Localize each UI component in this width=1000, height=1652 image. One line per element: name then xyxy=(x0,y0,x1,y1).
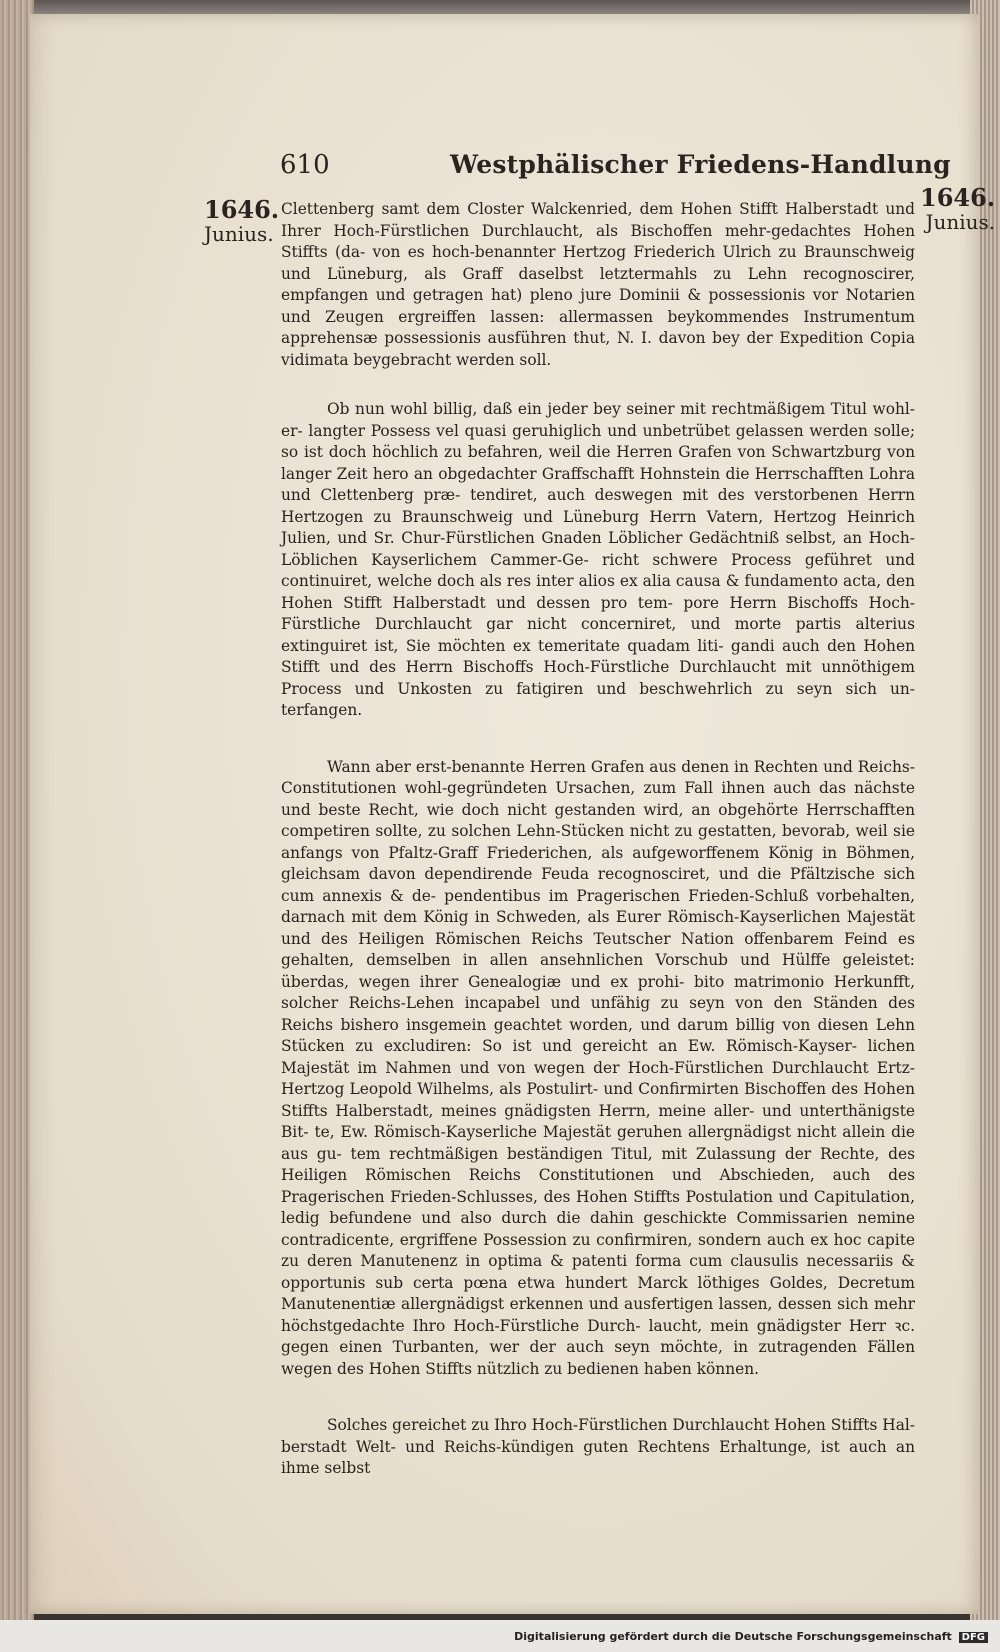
paragraph-2: Ob nun wohl billig, daß ein jeder bey seiner mit rechtmäßigem Titul wohl-er- langter Possess vel quasi geruhiglich und unbetrübet gelassen werden solle; so ist doch höchlich zu befahren, weil die Herren Grafen von Schwartzburg von langer Zeit hero an obgedachter Graffschafft Hohnstein die Herrschafften Lohra und Clettenberg præ- tendiret, auch deswegen mit des verstorbenen Herrn Hertzogen zu Braunschweig und Lüneburg Herrn Vatern, Hertzog Heinrich Julien, und Sr. Chur-Fürstlichen Gnaden Löblicher Gedächtniß selbst, an Hoch-Löblichen Kayserlichem Cammer-Ge- richt schwere Process geführet und continuiret, welche doch als res inter alios ex alia causa & fundamento acta, den Hohen Stifft Halberstadt und dessen pro tem- pore Herrn Bischoffs Hoch-Fürstliche Durchlaucht gar nicht concerniret, und morte partis alterius extinguiret ist, Sie möchten ex temeritate quadam liti- gandi auch den Hohen Stifft und des Herrn Bischoffs Hoch-Fürstliche Durchlaucht mit unnöthigem Process und Unkosten zu fatigiren und beschwehrlich zu seyn sich un- terfangen. xyxy=(281,400,915,719)
digitization-credit xyxy=(514,1630,988,1643)
book-left-page-edges xyxy=(0,0,34,1652)
credit-text: Digitalisierung gefördert durch die Deutsche Forschungsgemeinschaft xyxy=(514,1630,952,1643)
left-margin-year: 1646. xyxy=(204,195,280,224)
right-margin-note xyxy=(920,183,996,234)
right-margin-year: 1646. xyxy=(920,183,996,212)
right-margin-month: Junius. xyxy=(925,210,996,234)
body-text xyxy=(281,199,915,1480)
left-margin-month: Junius. xyxy=(204,222,274,246)
left-margin-note xyxy=(204,195,280,246)
page-number: 610 xyxy=(280,150,330,180)
paragraph-1: Clettenberg samt dem Closter Walckenried, dem Hohen Stifft Halberstadt und Ihrer Hoch-Fürstlichen Durchlaucht, als Bischoffen mehr-gedachtes Hohen Stiffts (da- von es hoch-benannter Hertzog Friederich Ulrich zu Braunschweig und Lüneburg, als Graff daselbst letztermahls zu Lehn recognoscirer, empfangen und getragen hat) pleno jure Dominii & possessionis vor Notarien und Zeugen ergreiffen lassen: allermassen beykommendes Instrumentum apprehensæ possessionis ausführen thut, N. I. davon bey der Expedition Copia vidimata beygebracht werden soll. xyxy=(281,200,915,369)
paragraph-3: Wann aber erst-benannte Herren Grafen aus denen in Rechten und Reichs- Constitutionen wohl-gegründeten Ursachen, zum Fall ihnen auch das nächste und beste Recht, wie doch nicht gestanden wird, an obgehörte Herrschafften competiren sollte, zu solchen Lehn-Stücken nicht zu gestatten, bevorab, weil sie anfangs von Pfaltz-Graff Friederichen, als aufgeworffenem König in Böhmen, gleichsam davon dependirende Feuda recognosciret, und die Pfältzische sich cum annexis & de- pendentibus im Pragerischen Frieden-Schluß vorbehalten, darnach mit dem König in Schweden, als Eurer Römisch-Kayserlichen Majestät und des Heiligen Römischen Reichs Teutscher Nation offenbarem Feind es gehalten, demselben in allen ansehnlichen Vorschub und Hülffe geleistet: überdas, wegen ihrer Genealogiæ und ex prohi- bito matrimonio Herkunfft, solcher Reichs-Lehen incapabel und unfähig zu seyn von den Ständen des Reichs bishero insgemein geachtet worden, und darum billig von diesen Lehn Stücken zu excludiren: So ist und gereicht an Ew. Römisch-Kayser- lichen Majestät im Nahmen und von wegen der Hoch-Fürstlichen Durchlaucht Ertz- Hertzog Leopold Wilhelms, als Postulirt- und Confirmirten Bischoffen des Hohen Stiffts Halberstadt, meines gnädigsten Herrn, meine aller- und unterthänigste Bit- te, Ew. Römisch-Kayserliche Majestät geruhen allergnädigst nicht allein die aus gu- tem rechtmäßigen beständigen Titul, mit Zulassung der Rechte, des Heiligen Römischen Reichs Constitutionen und Abschieden, auch des Pragerischen Frieden-Schlusses, des Hohen Stiffts Postulation und Capitulation, ledig befundene und also durch die dahin geschickte Commissarien nemine contradicente, ergriffene Possession zu confirmiren, sondern auch ex hoc capite zu deren Manutenenz in optima & patenti forma cum clausulis necessariis & opportunis sub certa pœna etwa hundert Marck löthiges Goldes, Decretum Manutenentiæ allergnädigst erkennen und ausfertigen lassen, dessen sich mehr höchstgedachte Ihro Hoch-Fürstliche Durch- laucht, mein gnädigster Herr ꝛc. gegen einen Turbanten, wer der auch seyn möchte, in zutragenden Fällen wegen des Hohen Stiffts nützlich zu bedienen haben können. xyxy=(281,757,915,1378)
paragraph-4: Solches gereichet zu Ihro Hoch-Fürstlichen Durchlaucht Hohen Stiffts Hal- berstadt Welt- und Reichs-kündigen guten Rechtens Erhaltunge, ist auch an ihme selbst xyxy=(281,1416,915,1477)
running-title: Westphälischer Friedens-Handlung xyxy=(450,150,951,179)
page-header xyxy=(280,150,951,190)
dfg-logo: DFG xyxy=(959,1632,988,1643)
